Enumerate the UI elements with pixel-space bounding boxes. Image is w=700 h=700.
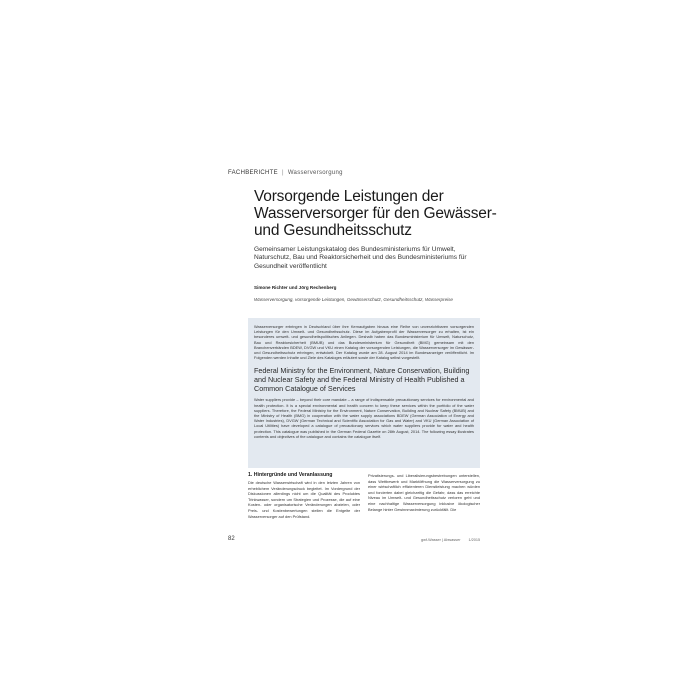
abstract-german: Wasserversorger erbringen in Deutschland über ihre Kernaufgaben hinaus eine Reihe von unverzichtbaren vorsorgenden Leistungen für den Umwelt- und Gesundheitsschutz. Diese im Aufgabenprofil der Wasserversorger zu erhalten, ist ein besonderes umwelt- und gesundheitspolitisches Anliegen. Deshalb haben das Bundesministerium für Umwelt, Naturschutz, Bau und Reaktorsicherheit (BMUB) und das Bundesministerium für Gesundheit (BMG) gemeinsam mit den Branchenverbänden BDEW, DVGW und VKU einen Katalog der vorsorgenden Leistungen, die Wasserversorger im Gewässer- und Gesundheitsschutz erbringen, entwickelt. Der Katalog wurde am 28. August 2014 im Bundesanzeiger veröffentlicht. Im Folgenden werden Inhalte und Ziele des Kataloges erläutert sowie der Katalog selbst vorgestellt.: [254, 324, 474, 361]
body-text-right: Privatisierungs- und Liberalisierungsbestrebungen unterstellen, dass Wettbewerb und Marktöffnung die Wasserversorgung zu einer wirtschaftlich effizienteren Dienstleistung machen würden und forcierten dabei gleichzeitig die Gefahr, dass das erreichte Niveau im Umwelt- und Gesundheitsschutz verloren geht und eine nachhaltige Wasserversorgung inklusive ökologischer Belange hinter Gewinnmaximierung zurückfällt. Die: [368, 473, 480, 512]
abstract-box: [248, 318, 480, 468]
body-column-right: [368, 472, 480, 512]
section-separator: |: [281, 170, 284, 176]
section-label: FACHBERICHTE: [228, 170, 278, 176]
body-text-left: Die deutsche Wasserwirtschaft wird in den letzten Jahren von erheblichem Veränderungsdruck begleitet. Im Vordergrund der Diskussionen allerdings nicht um die Qualität des Produktes Trinkwasser, sondern um Strategien und Prozesse, die auf eine Kosten- oder organisatorische Veränderungen abzielen, oder Preis- und Kostenbewertungen stellen die Entgelte der Wasserversorger auf den Prüfstand.: [248, 480, 360, 519]
subsection-label: Wasserversorgung: [287, 170, 343, 176]
abstract-english: Water suppliers provide – beyond their core mandate – a range of indispensable precautionary services for environmental and health protection. It is a special environmental and health concern to keep these services within the portfolio of the water suppliers. Therefore, the Federal Ministry for the Environment, Nature Conservation, Building and Nuclear Safety (BMUB) and the Ministry of Health (BMG) in cooperation with the water supply associations BDEW (German Association of Energy and Water Industries), DVGW (German Technical and Scientific Association for Gas and Water) and VKU (German Association of Local Utilities) have developed a catalogue of precautionary services which water suppliers provide for water and health protection. This catalogue was published in the German Federal Gazette on 28th August, 2014. The following essay illustrates contents and objectives of the catalogue and contains the catalogue itself.: [254, 397, 474, 439]
section-tag: [228, 170, 343, 176]
article-keywords: Wasserversorgung, vorsorgende Leistungen, Gewässerschutz, Gesundheitsschutz, Wasserpreise: [254, 297, 453, 302]
article-title: Vorsorgende Leistungen der Wasserversorger für den Gewässer- und Gesundheitsschutz: [254, 188, 497, 239]
journal-name: gwf-Wasser | Abwasser: [421, 538, 461, 542]
article-authors: Simone Richter und Jörg Rechenberg: [254, 285, 337, 290]
body-column-left: [248, 472, 360, 519]
article-subtitle: Gemeinsamer Leistungskatalog des Bundesministeriums für Umwelt, Naturschutz, Bau und Reaktorsicherheit und des Bundesministeriums für Gesundheit veröffentlicht: [254, 246, 467, 270]
section-heading: 1. Hintergründe und Veranlassung: [248, 472, 333, 478]
journal-issue: 1/2015: [468, 538, 481, 542]
journal-footer: [421, 538, 488, 542]
page-number: 82: [228, 536, 235, 542]
abstract-english-title: Federal Ministry for the Environment, Nature Conservation, Building and Nuclear Safety and the Federal Ministry of Health Published a Common Catalogue of Services: [254, 366, 470, 394]
